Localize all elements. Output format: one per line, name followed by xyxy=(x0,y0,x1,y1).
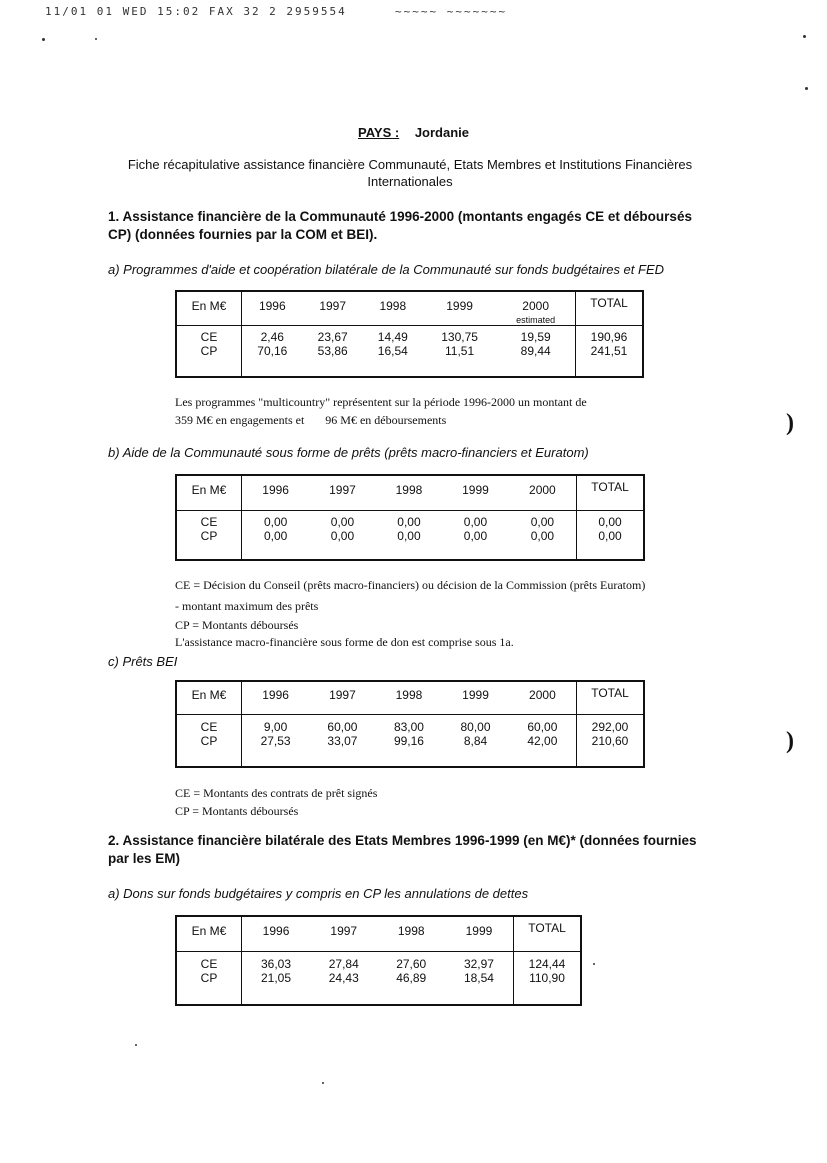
table-1a xyxy=(175,290,644,378)
bei-note-1: CE = Montants des contrats de prêt signés xyxy=(175,786,378,800)
total-cell: 0,00 xyxy=(577,529,645,560)
total-cell: 210,60 xyxy=(577,734,645,767)
table-cell: 27,84 xyxy=(328,956,359,971)
pays-value: Jordanie xyxy=(414,125,469,140)
table-cell: 83,00 xyxy=(393,719,424,734)
row-label: CP xyxy=(176,344,242,377)
scan-speck xyxy=(42,38,45,41)
table-cell: 46,89 xyxy=(396,970,427,985)
table-2a xyxy=(175,915,582,1006)
table-cell: 0,00 xyxy=(530,514,555,529)
row-label: CP xyxy=(176,529,242,560)
multicountry-note-1: Les programmes "multicountry" représentent sur la période 1996-2000 un montant de xyxy=(175,395,587,409)
year-header: 1997 xyxy=(309,681,376,714)
table-cell: 27,60 xyxy=(396,956,427,971)
row-label: CE xyxy=(176,326,242,345)
year-header: 1997 xyxy=(309,475,376,510)
total-header: TOTAL xyxy=(514,916,582,951)
row-label: CP xyxy=(176,971,242,1005)
margin-mark: ) xyxy=(786,410,794,436)
total-header: TOTAL xyxy=(577,475,645,510)
table-cell: 53,86 xyxy=(317,344,348,358)
table-cell: 32,97 xyxy=(463,956,494,971)
scan-speck xyxy=(803,35,806,38)
table-cell: 60,00 xyxy=(327,719,358,734)
section1a-heading: a) Programmes d'aide et coopération bilatérale de la Communauté sur fonds budgétaires et FED xyxy=(108,262,665,277)
year-header: 1999 xyxy=(442,681,509,714)
fax-header-right: ~~~~~ ~~~~~~~ xyxy=(395,5,508,18)
row-label: CP xyxy=(176,734,242,767)
loan-note-3: CP = Montants déboursés xyxy=(175,618,299,632)
section1b-heading: b) Aide de la Communauté sous forme de prêts (prêts macro-financiers et Euratom) xyxy=(108,445,589,460)
table-cell: 9,00 xyxy=(263,719,288,734)
year-header: 1999 xyxy=(423,291,496,326)
total-header: TOTAL xyxy=(577,681,645,714)
unit-label: En M€ xyxy=(176,475,242,510)
year-value: 2000 xyxy=(522,299,549,313)
year-header: 1998 xyxy=(363,291,423,326)
table-cell: 0,00 xyxy=(397,514,421,529)
year-header: 2000 xyxy=(509,475,577,510)
estimated-note: estimated xyxy=(516,315,556,325)
table-cell: 0,00 xyxy=(530,528,555,543)
unit-label: En M€ xyxy=(176,681,242,714)
unit-label: En M€ xyxy=(176,916,242,951)
year-header: 1998 xyxy=(376,475,443,510)
scan-speck xyxy=(95,38,97,40)
table-cell: 70,16 xyxy=(257,344,288,358)
total-cell: 190,96 xyxy=(576,326,644,345)
table-1b xyxy=(175,474,645,561)
total-cell: 241,51 xyxy=(576,344,644,377)
table-1c xyxy=(175,680,645,768)
year-header: 1996 xyxy=(242,916,311,951)
table-cell: 89,44 xyxy=(520,344,551,358)
table-cell: 2,46 xyxy=(260,330,284,344)
year-header: 1998 xyxy=(377,916,444,951)
year-header: 1999 xyxy=(445,916,514,951)
table-cell: 99,16 xyxy=(393,733,424,748)
scan-speck xyxy=(135,1044,137,1046)
loan-note-1: CE = Décision du Conseil (prêts macro-financiers) ou décision de la Commission (prêts Euratom) xyxy=(175,578,646,592)
multicountry-note-2: 359 M€ en engagements et 96 M€ en déboursements xyxy=(175,413,447,427)
year-header: 1998 xyxy=(376,681,443,714)
scan-speck xyxy=(322,1082,324,1084)
year-header: 1996 xyxy=(242,291,303,326)
table-cell: 16,54 xyxy=(377,344,408,358)
scan-speck xyxy=(593,963,595,965)
table-cell: 8,84 xyxy=(463,733,488,748)
year-header: 1999 xyxy=(442,475,509,510)
total-header: TOTAL xyxy=(576,291,644,326)
table-cell: 33,07 xyxy=(327,733,358,748)
table-cell: 0,00 xyxy=(397,528,421,543)
year-header: 1996 xyxy=(242,681,310,714)
table-cell: 0,00 xyxy=(463,528,488,543)
table-cell: 0,00 xyxy=(330,528,355,543)
section2a-heading: a) Dons sur fonds budgétaires y compris en CP les annulations de dettes xyxy=(108,886,529,901)
year-header: 1997 xyxy=(310,916,377,951)
table-cell: 0,00 xyxy=(463,514,488,529)
row-label: CE xyxy=(176,714,242,734)
table-cell: 18,54 xyxy=(463,970,494,985)
total-cell: 124,44 xyxy=(514,951,582,971)
table-cell: 0,00 xyxy=(263,514,288,529)
year-header: 2000 xyxy=(509,681,577,714)
pays-label: PAYS : xyxy=(358,125,400,140)
table-cell: 11,51 xyxy=(445,344,475,358)
fax-header: 11/01 01 WED 15:02 FAX 32 2 2959554 xyxy=(45,5,347,18)
table-cell: 27,53 xyxy=(260,733,291,748)
year-header: 1997 xyxy=(303,291,363,326)
subtitle: Fiche récapitulative assistance financière Communauté, Etats Membres et Institutions Financières Internationales xyxy=(127,157,693,189)
section2-heading: 2. Assistance financière bilatérale des Etats Membres 1996-1999 (en M€)* (données fournies par les EM) xyxy=(108,833,697,866)
section1-heading: 1. Assistance financière de la Communauté 1996-2000 (montants engagés CE et déboursés CP) (données fournies par la COM et BEI). xyxy=(108,209,692,242)
total-cell: 0,00 xyxy=(577,510,645,529)
loan-note-4: L'assistance macro-financière sous forme de don est comprise sous 1a. xyxy=(175,635,514,649)
loan-note-2: - montant maximum des prêts xyxy=(175,599,319,613)
table-cell: 0,00 xyxy=(330,514,355,529)
section1c-heading: c) Prêts BEI xyxy=(108,654,178,669)
scan-speck xyxy=(805,87,808,90)
table-cell: 24,43 xyxy=(328,970,359,985)
table-cell: 130,75 xyxy=(441,330,478,344)
table-cell: 60,00 xyxy=(527,719,558,734)
table-cell: 80,00 xyxy=(460,719,491,734)
table-cell: 42,00 xyxy=(527,733,558,748)
table-cell: 23,67 xyxy=(317,330,348,344)
table-cell: 0,00 xyxy=(263,528,288,543)
year-header-estimated xyxy=(496,291,575,326)
table-cell: 36,03 xyxy=(261,956,292,971)
table-cell: 19,59 xyxy=(520,330,551,344)
page-title xyxy=(0,125,827,140)
year-header: 1996 xyxy=(242,475,310,510)
table-cell: 21,05 xyxy=(261,970,292,985)
row-label: CE xyxy=(176,951,242,971)
bei-note-2: CP = Montants déboursés xyxy=(175,804,299,818)
table-cell: 14,49 xyxy=(377,330,408,344)
total-cell: 110,90 xyxy=(514,971,582,1005)
unit-label: En M€ xyxy=(176,291,242,326)
row-label: CE xyxy=(176,510,242,529)
margin-mark: ) xyxy=(786,728,794,754)
total-cell: 292,00 xyxy=(577,714,645,734)
